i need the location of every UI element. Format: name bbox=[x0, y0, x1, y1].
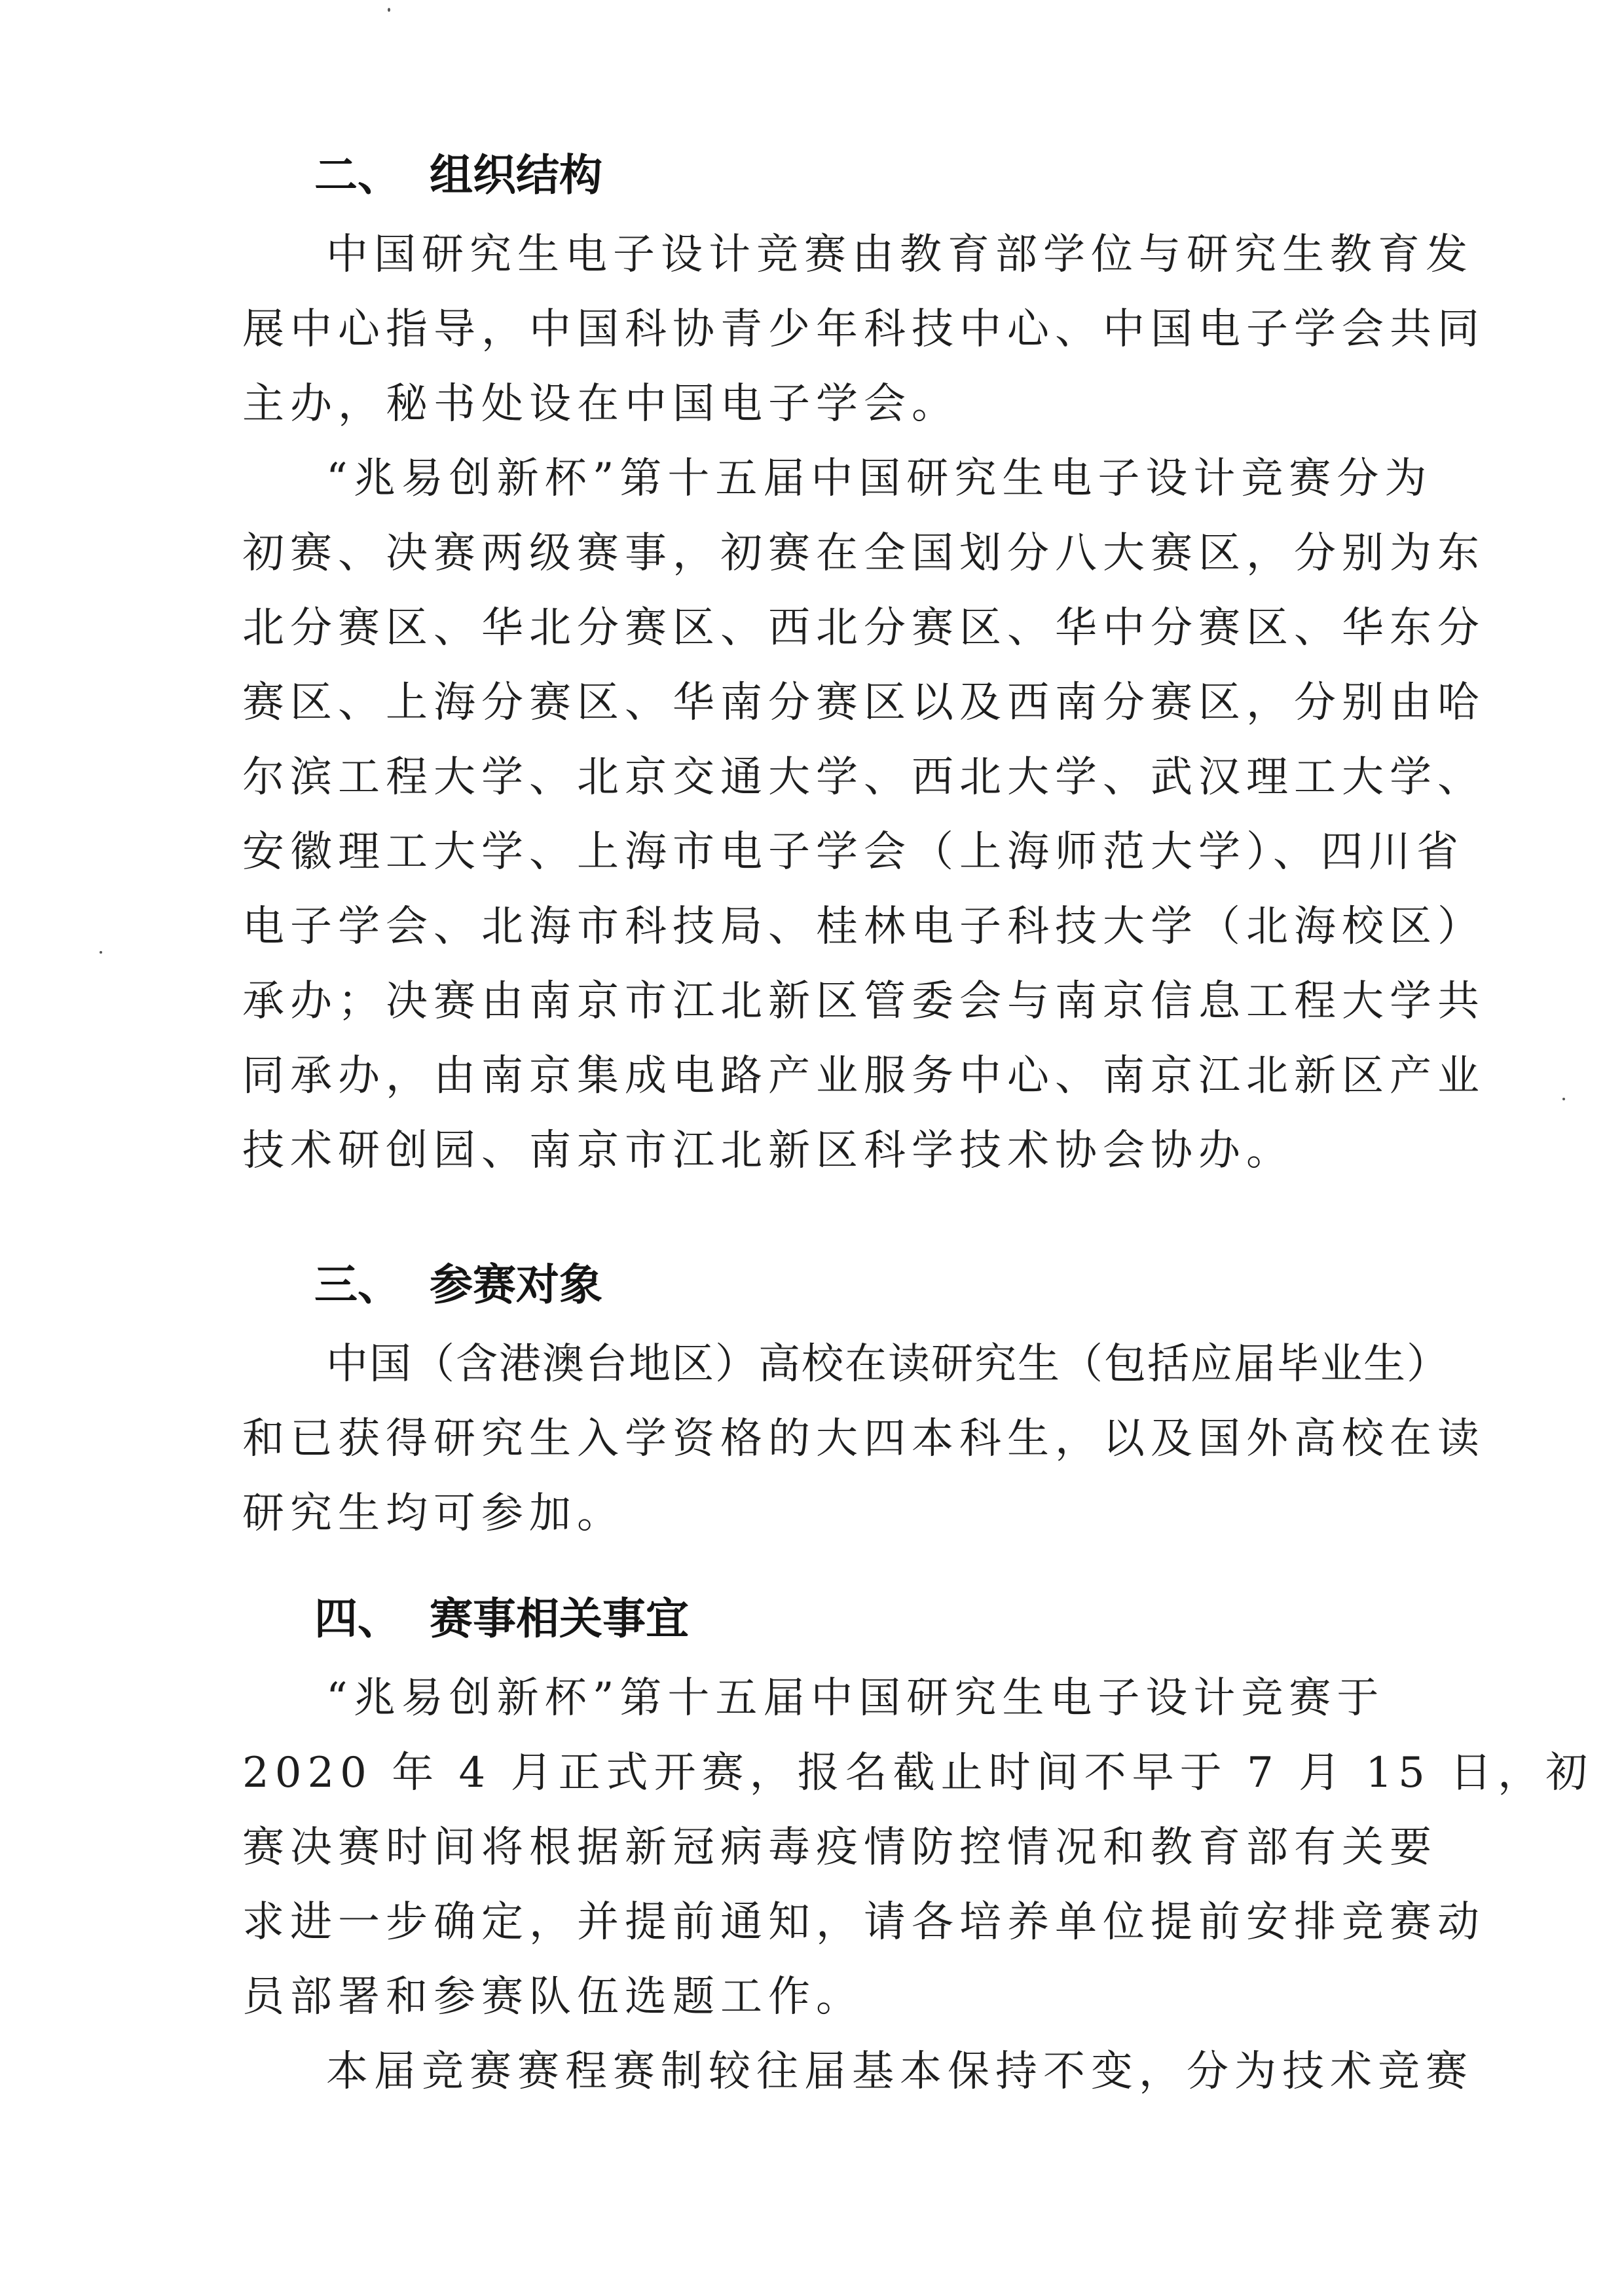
text-line: 安徽理工大学、上海市电子学会（上海师范大学）、四川省 bbox=[242, 828, 1464, 876]
scan-speck bbox=[100, 951, 102, 954]
text-line: 和已获得研究生入学资格的大四本科生，以及国外高校在读 bbox=[242, 1415, 1485, 1463]
paragraph bbox=[242, 217, 1485, 441]
text-line: 赛区、上海分赛区、华南分赛区以及西南分赛区，分别由哈 bbox=[242, 679, 1485, 727]
section-heading bbox=[242, 1252, 1382, 1318]
text-line: 初赛、决赛两级赛事，初赛在全国划分八大赛区，分别为东 bbox=[242, 529, 1485, 578]
scan-speck bbox=[388, 8, 390, 12]
text-line: 本届竞赛赛程赛制较往届基本保持不变，分为技术竞赛 bbox=[326, 2047, 1473, 2096]
section-heading bbox=[242, 143, 1382, 208]
paragraph bbox=[242, 1661, 1594, 2034]
text-line: 主办，秘书处设在中国电子学会。 bbox=[242, 380, 959, 428]
section-title: 赛事相关事宜 bbox=[430, 1594, 689, 1644]
section-number: 四、 bbox=[314, 1594, 401, 1644]
section-title: 参赛对象 bbox=[430, 1259, 602, 1310]
paragraph bbox=[242, 1327, 1485, 1551]
text-line: 展中心指导，中国科协青少年科技中心、中国电子学会共同 bbox=[242, 305, 1485, 354]
text-line: 赛决赛时间将根据新冠病毒疫情防控情况和教育部有关要 bbox=[242, 1823, 1437, 1872]
text-line: 求进一步确定，并提前通知，请各培养单位提前安排竞赛动 bbox=[242, 1898, 1485, 1947]
section-number: 二、 bbox=[314, 150, 401, 200]
scan-speck bbox=[1562, 1098, 1565, 1100]
section-heading bbox=[242, 1586, 1382, 1652]
text-line: 中国（含港澳台地区）高校在读研究生（包括应届毕业生） bbox=[326, 1340, 1450, 1389]
text-line: 研究生均可参加。 bbox=[242, 1489, 625, 1538]
text-line: “兆易创新杯”第十五届中国研究生电子设计竞赛分为 bbox=[326, 455, 1433, 503]
text-line: “兆易创新杯”第十五届中国研究生电子设计竞赛于 bbox=[326, 1674, 1385, 1723]
text-line: 电子学会、北海市科技局、桂林电子科技大学（北海校区） bbox=[242, 903, 1485, 951]
paragraph bbox=[242, 2034, 1473, 2109]
section-number: 三、 bbox=[314, 1259, 401, 1310]
text-line: 2020 年 4 月正式开赛，报名截止时间不早于 7 月 15 日，初 bbox=[242, 1749, 1594, 1797]
text-line: 承办；决赛由南京市江北新区管委会与南京信息工程大学共 bbox=[242, 977, 1485, 1026]
section-title: 组织结构 bbox=[430, 150, 602, 200]
text-line: 尔滨工程大学、北京交通大学、西北大学、武汉理工大学、 bbox=[242, 753, 1485, 802]
text-line: 员部署和参赛队伍选题工作。 bbox=[242, 1973, 864, 2021]
section-competition-matters bbox=[242, 1586, 1594, 2109]
section-participants bbox=[242, 1252, 1485, 1551]
text-line: 技术研创园、南京市江北新区科学技术协会协办。 bbox=[242, 1127, 1294, 1175]
text-line: 北分赛区、华北分赛区、西北分赛区、华中分赛区、华东分 bbox=[242, 604, 1485, 652]
text-line: 中国研究生电子设计竞赛由教育部学位与研究生教育发 bbox=[326, 231, 1473, 279]
paragraph bbox=[242, 441, 1485, 1188]
section-organization bbox=[242, 143, 1485, 1188]
text-line: 同承办，由南京集成电路产业服务中心、南京江北新区产业 bbox=[242, 1052, 1485, 1100]
